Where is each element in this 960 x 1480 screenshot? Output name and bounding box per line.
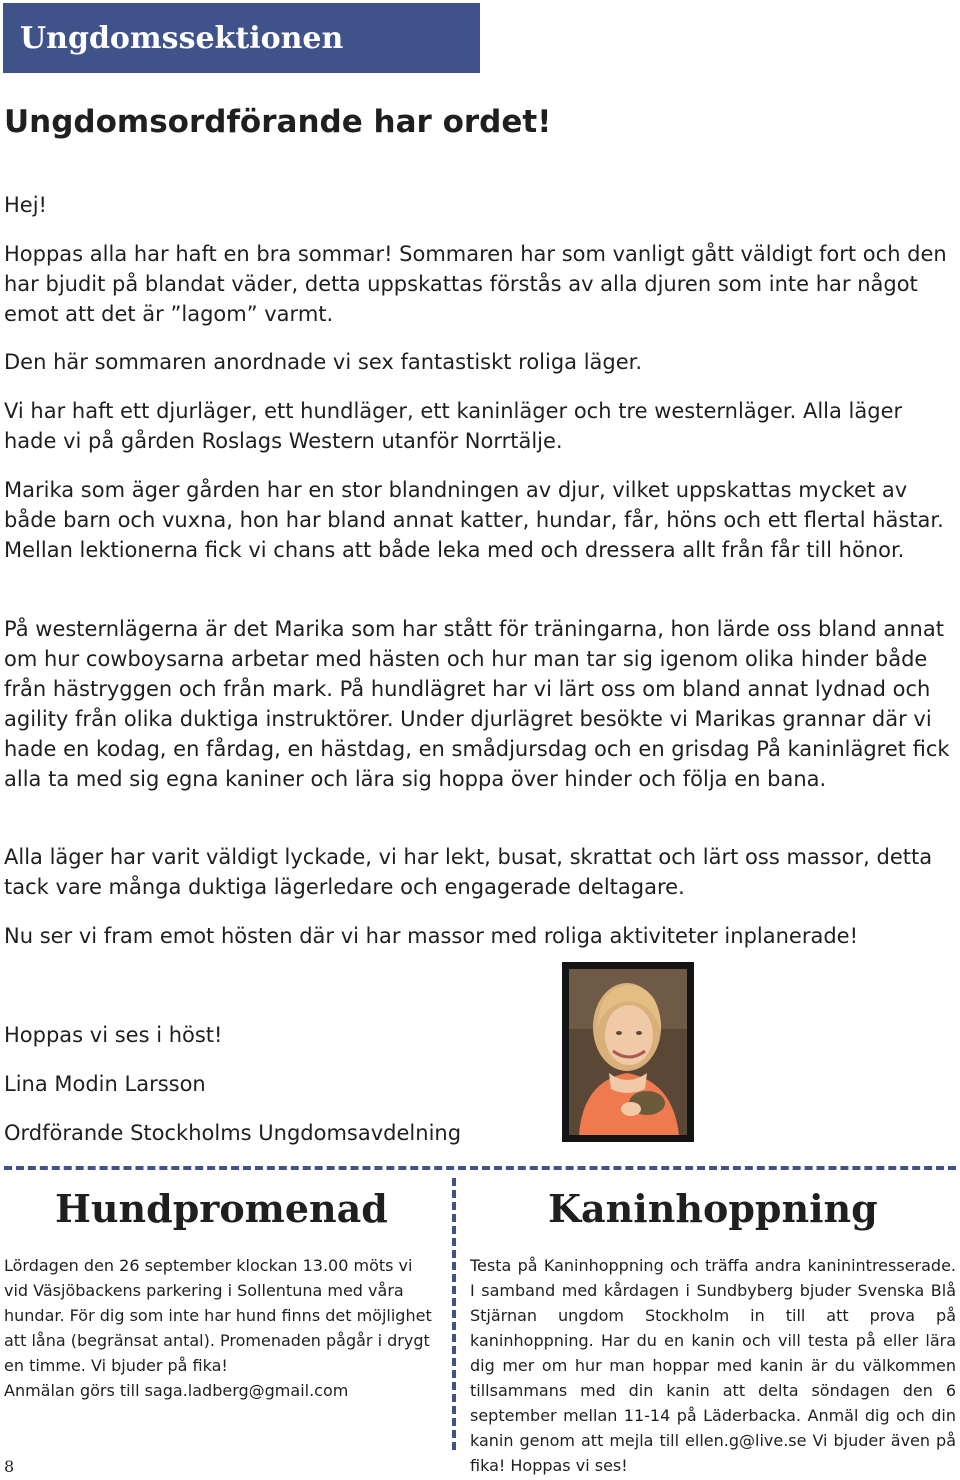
section-title: Ungdomssektionen xyxy=(20,20,344,56)
page-number: 8 xyxy=(4,1457,15,1476)
kaninhoppning-text: Testa på Kaninhoppning och träffa andra kaninintresserade. I samband med kårdagen i Sundbyberg bjuder Svenska Blå Stjärnan ungdom Stockholm in till att prova på kaninhoppning. Har du en kanin och vill testa på eller lära dig mer om hur man hoppar med kanin är du välkommen tillsammans med din kanin att delta söndagen den 6 september mellan 11-14 på Läderbacka. Anmäl dig och din kanin genom att mejla till ellen.g@live.se Vi bjuder även på fika! Hoppas vi ses! xyxy=(470,1256,956,1475)
kaninhoppning-title: Kaninhoppning xyxy=(548,1186,878,1231)
hundpromenad-title: Hundpromenad xyxy=(55,1186,388,1231)
paragraph-4: Marika som äger gården har en stor blandningen av djur, vilket uppskattas mycket av både barn och vuxna, hon har bland annat katter, hundar, får, höns och ett flertal hästar. Mellan lektionerna fick vi chans att både leka med och dressera allt från får till hönor. xyxy=(4,478,944,562)
author-photo-image xyxy=(569,969,687,1135)
paragraph-1: Hoppas alla har haft en bra sommar! Sommaren har som vanligt gått väldigt fort och den har bjudit på blandat väder, detta uppskattas förstås av alla djuren som inte har något emot att det är ”lagom” varmt. xyxy=(4,242,947,326)
hundpromenad-signup: Anmälan görs till saga.ladberg@gmail.com xyxy=(4,1381,349,1400)
signature-title: Ordförande Stockholms Ungdomsavdelning xyxy=(4,1121,462,1145)
paragraph-2: Den här sommaren anordnade vi sex fantastiskt roliga läger. xyxy=(4,350,643,374)
greeting: Hej! xyxy=(4,193,47,217)
paragraph-5: På westernlägerna är det Marika som har stått för träningarna, hon lärde oss bland annat om hur cowboysarna arbetar med hästen och hur man tar sig igenom olika hinder både från hästryggen och från mark. På hundlägret har vi lärt oss om bland annat lydnad och agility från olika duktiga instruktörer. Under djurlägret besökte vi Marikas grannar där vi hade en kodag, en fårdag, en hästdag, en smådjursdag och en grisdag På kaninlägret fick alla ta med sig egna kaniner och lära sig hoppa över hinder och följa en bana. xyxy=(4,617,950,791)
article-headline: Ungdomsordförande har ordet! xyxy=(4,104,552,140)
paragraph-3: Vi har haft ett djurläger, ett hundläger, ett kaninläger och tre westernläger. Alla läger hade vi på gården Roslags Western utanför Norrtälje. xyxy=(4,399,903,453)
closing-line: Hoppas vi ses i höst! xyxy=(4,1023,223,1047)
signature-name: Lina Modin Larsson xyxy=(4,1072,206,1096)
portrait-illustration xyxy=(569,969,687,1135)
column-divider xyxy=(452,1178,456,1450)
hundpromenad-text: Lördagen den 26 september klockan 13.00 möts vi vid Väsjöbackens parkering i Sollentuna med våra hundar. För dig som inte har hund finns det möjlighet att låna (begränsat antal). Promenaden pågår i drygt en timme. Vi bjuder på fika! xyxy=(4,1256,432,1375)
paragraph-6: Alla läger har varit väldigt lyckade, vi har lekt, busat, skrattat och lärt oss massor, detta tack vare många duktiga lägerledare och engagerade deltagare. xyxy=(4,845,933,899)
hundpromenad-body xyxy=(4,1253,440,1403)
section-banner xyxy=(3,3,480,73)
section-divider xyxy=(4,1166,956,1170)
author-photo xyxy=(562,962,694,1142)
paragraph-7: Nu ser vi fram emot hösten där vi har massor med roliga aktiviteter inplanerade! xyxy=(4,924,858,948)
